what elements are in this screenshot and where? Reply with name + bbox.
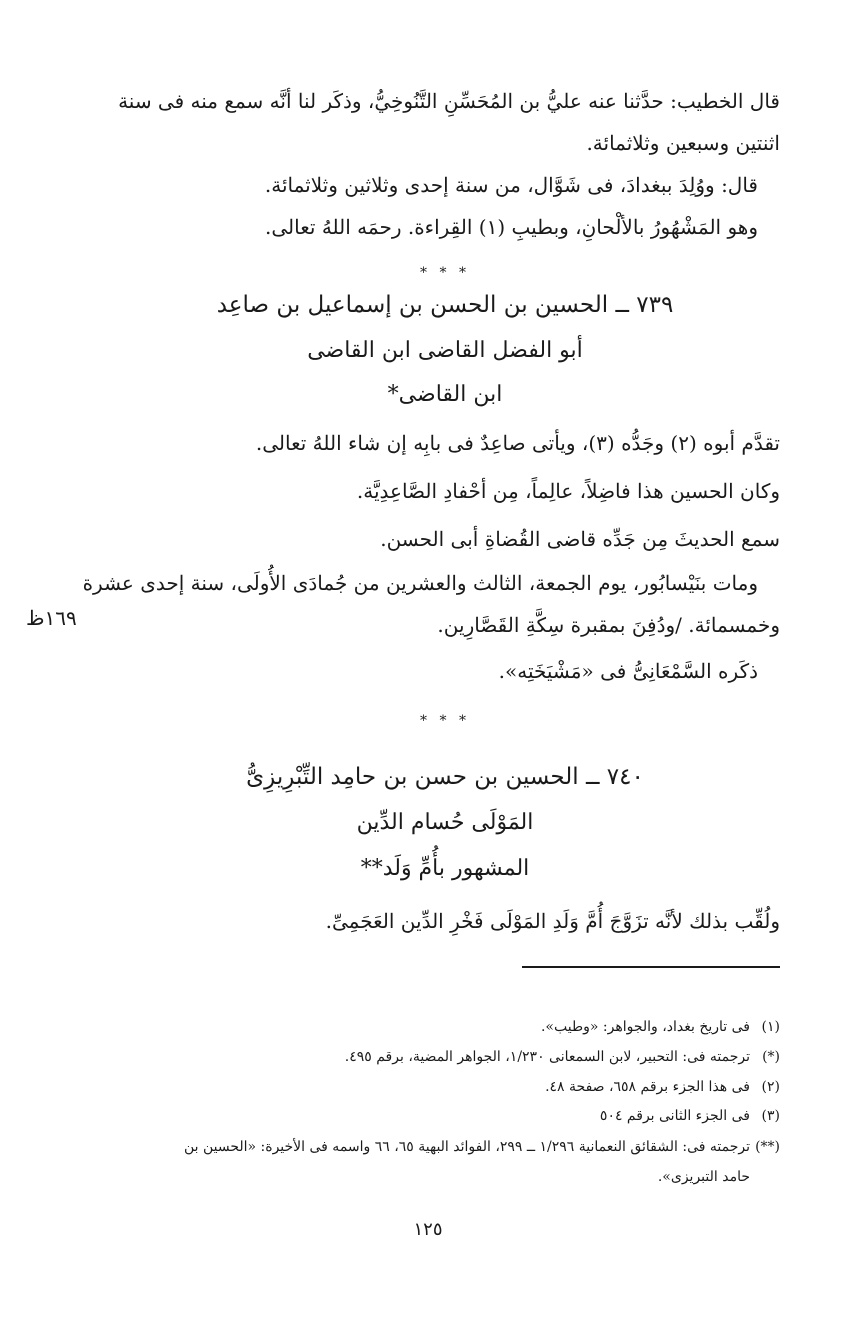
- body-line: ذكَره السَّمْعَانِىُّ فى «مَشْيَخَتِه».: [498, 659, 758, 683]
- footnote-mark: (٣): [761, 1108, 780, 1124]
- footnote-mark: (**): [755, 1139, 780, 1155]
- footnote-text: ترجمته فى: الشقائق النعمانية ١/٢٩٦ ــ ٢٩٩، الفوائد البهية ٦٥، ٦٦ واسمه فى الأخيرة: «الحسين بن: [183, 1139, 750, 1155]
- body-line: ولُقِّب بذلك لأنَّه تزَوَّجَ أُمَّ وَلَدِ المَوْلَى فَخْرِ الدِّين العَجَمِىِّ.: [325, 909, 780, 933]
- footnote: [541, 1016, 780, 1038]
- body-line: وخمسمائة. /ودُفِنَ بمقبرة سِكَّةِ القَصَّارِين.: [437, 613, 780, 637]
- footnote: [184, 1136, 780, 1158]
- footnote-divider: [522, 966, 780, 968]
- body-line: وكان الحسين هذا فاضِلاً، عالِماً، مِن أحْفادِ الصَّاعِدِيَّة.: [356, 479, 780, 503]
- footnote-text: فى هذا الجزء برقم ٦٥٨، صفحة ٤٨.: [545, 1079, 750, 1095]
- section-separator: * * *: [420, 713, 470, 729]
- body-line: ومات بنَيْسابُور، يوم الجمعة، الثالث والعشرين من جُمادَى الأُولَى، سنة إحدى عشرة: [82, 571, 758, 595]
- footnote-text: فى الجزء الثانى برقم ٥٠٤: [599, 1108, 750, 1124]
- footnote-text: ترجمته فى: التحبير، لابن السمعانى ١/٢٣٠، الجواهر المضية، برقم ٤٩٥.: [344, 1049, 750, 1065]
- entry-title: ٧٤٠ ــ الحسين بن حسن بن حامِد التِّبْرِيزِىُّ: [246, 764, 644, 790]
- folio-margin-note: ١٦٩ظ: [26, 606, 77, 630]
- body-line: قال الخطيب: حدَّثنا عنه عليُّ بن المُحَسِّنِ التَّنُوخِيُّ، وذكَر لنا أنَّه سمع منه فى سنة: [118, 89, 780, 113]
- footnote-mark: (٢): [761, 1079, 780, 1095]
- footnote: [600, 1105, 780, 1127]
- page-number: ١٢٥: [413, 1219, 443, 1240]
- body-line: اثنتين وسبعين وثلاثمائة.: [586, 131, 780, 155]
- body-line: وهو المَشْهُورُ بالألْحانِ، وبطيبِ (١) القِراءة. رحمَه اللهُ تعالى.: [265, 215, 758, 239]
- body-line: تقدَّم أبوه (٢) وجَدُّه (٣)، ويأتى صاعِدٌ فى بابِه إن شاء اللهُ تعالى.: [255, 431, 780, 455]
- footnote-mark: (*): [762, 1049, 780, 1065]
- footnote-text: فى تاريخ بغداد، والجواهر: «وطيب».: [540, 1019, 750, 1035]
- entry-kunya: أبو الفضل القاضى ابن القاضى: [307, 338, 583, 363]
- entry-subtitle: المشهور بأُمِّ وَلَد**: [360, 856, 530, 881]
- body-line: قال: ووُلِدَ ببغدادَ، فى شَوَّال، من سنة إحدى وثلاثين وثلاثمائة.: [264, 173, 758, 197]
- footnote-continuation: حامد التبريزى».: [657, 1169, 750, 1185]
- body-line: سمع الحديثَ مِن جَدِّه قاضى القُضاةِ أبى الحسن.: [380, 527, 780, 551]
- footnote-mark: (١): [761, 1019, 780, 1035]
- entry-subtitle: ابن القاضى*: [387, 382, 503, 407]
- section-separator: * * *: [420, 265, 470, 281]
- footnote: [345, 1046, 780, 1068]
- entry-kunya: المَوْلَى حُسام الدِّين: [356, 810, 534, 835]
- entry-title: ٧٣٩ ــ الحسين بن الحسن بن إسماعيل بن صاعِد: [216, 292, 674, 318]
- footnote: [545, 1076, 780, 1098]
